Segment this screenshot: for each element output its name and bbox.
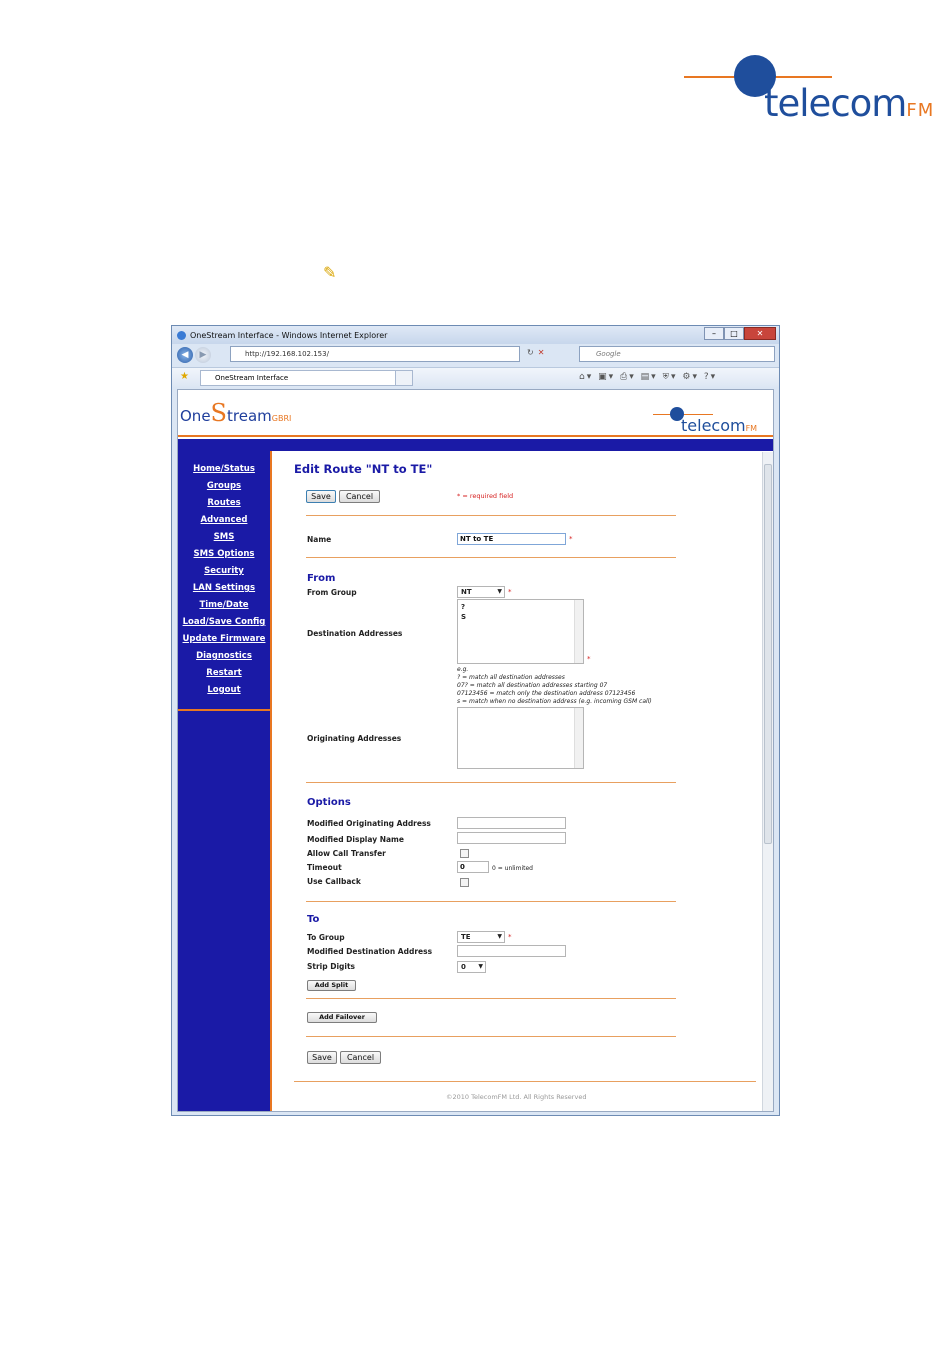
sidebar-link[interactable]: Advanced [200, 515, 248, 525]
sidebar-item-security[interactable] [178, 566, 270, 583]
feeds-icon[interactable]: ▣▾ [598, 372, 616, 382]
sidebar-item-time-date[interactable] [178, 600, 270, 617]
divider [306, 557, 676, 558]
address-tools [527, 348, 548, 357]
save-button-bottom[interactable]: Save [307, 1051, 337, 1064]
dest-addresses-textarea[interactable] [457, 599, 584, 664]
address-bar[interactable]: http://192.168.102.153/ [230, 346, 520, 362]
textarea-scrollbar[interactable] [574, 600, 583, 663]
allow-transfer-label: Allow Call Transfer [307, 849, 386, 858]
sidebar-item-logout[interactable] [178, 685, 270, 702]
to-heading: To [307, 914, 320, 925]
page-title: Edit Route "NT to TE" [294, 462, 433, 476]
cancel-button-bottom[interactable]: Cancel [340, 1051, 381, 1064]
minimize-icon[interactable]: – [704, 327, 724, 340]
strip-digits-label: Strip Digits [307, 962, 356, 971]
home-icon[interactable]: ⌂▾ [579, 372, 594, 382]
sidebar-link[interactable]: Security [204, 566, 244, 576]
sidebar-item-diagnostics[interactable] [178, 651, 270, 668]
pencil-icon: ✎ [323, 263, 337, 282]
timeout-field[interactable]: 0 [457, 861, 489, 873]
header-bar [178, 439, 774, 451]
brand-gbri: GBRI [271, 414, 292, 423]
hint-line: e.g. [457, 666, 469, 673]
tools-icon[interactable]: ⚙▾ [682, 372, 699, 382]
strip-digits-select[interactable] [457, 961, 486, 973]
app-header [178, 390, 774, 437]
favorites-star-icon[interactable]: ★ [180, 371, 189, 382]
back-icon[interactable]: ◀ [177, 347, 193, 363]
window-title: OneStream Interface - Windows Internet Explorer [190, 330, 388, 340]
save-button[interactable]: Save [306, 490, 336, 503]
callback-checkbox[interactable] [460, 878, 469, 887]
from-heading: From [307, 573, 336, 584]
hint-line: 07? = match all destination addresses starting 07 [457, 682, 608, 689]
sidebar-item-routes[interactable] [178, 498, 270, 515]
hint-line: s = match when no destination address (e.g. incoming GSM call) [457, 698, 652, 705]
sidebar-link[interactable]: Home/Status [193, 464, 255, 474]
sidebar [178, 451, 272, 1112]
sidebar-link[interactable]: Time/Date [199, 600, 249, 610]
main-content [276, 451, 764, 1112]
logo-word: telecom [681, 416, 746, 435]
chevron-down-icon: ▼ [497, 933, 502, 940]
sidebar-item-load-save-config[interactable] [178, 617, 270, 634]
sidebar-item-sms[interactable] [178, 532, 270, 549]
sidebar-item-advanced[interactable] [178, 515, 270, 532]
to-group-label: To Group [307, 933, 345, 942]
sidebar-link[interactable]: LAN Settings [192, 583, 256, 593]
page-icon[interactable]: ▤▾ [640, 372, 658, 382]
sidebar-link[interactable]: Restart [206, 668, 242, 678]
print-icon[interactable]: ⎙▾ [620, 372, 636, 382]
from-group-label: From Group [307, 588, 357, 597]
add-failover-button[interactable]: Add Failover [307, 1012, 377, 1023]
allow-transfer-checkbox[interactable] [460, 849, 469, 858]
favorites-bar [172, 367, 779, 387]
brand-s: S [210, 399, 227, 427]
mod-dest-field[interactable] [457, 945, 566, 957]
menu-divider [178, 709, 272, 711]
sidebar-item-restart[interactable] [178, 668, 270, 685]
help-icon[interactable]: ?▾ [703, 372, 718, 382]
sidebar-link[interactable]: SMS [213, 532, 235, 542]
tab-onestream[interactable]: OneStream Interface [200, 370, 396, 386]
footer-copyright: ©2010 TelecomFM Ltd. All Rights Reserved [446, 1093, 587, 1101]
page-viewport [177, 389, 774, 1112]
logo-suffix: FM [745, 424, 758, 433]
hint-line: ? = match all destination addresses [457, 674, 565, 681]
scrollbar-thumb[interactable] [764, 464, 772, 844]
command-bar [579, 372, 717, 382]
mod-display-label: Modified Display Name [307, 835, 404, 844]
divider [306, 515, 676, 516]
textarea-scrollbar[interactable] [574, 708, 583, 768]
to-group-value: TE [461, 933, 471, 941]
sidebar-link[interactable]: Logout [207, 685, 241, 695]
maximize-icon[interactable]: □ [724, 327, 744, 340]
window-controls [704, 327, 776, 340]
dest-line: S [461, 613, 467, 621]
sidebar-item-lan-settings[interactable] [178, 583, 270, 600]
stop-icon[interactable]: ✕ [537, 348, 549, 357]
required-star: * [508, 933, 512, 941]
timeout-label: Timeout [307, 863, 342, 872]
options-heading: Options [307, 797, 351, 808]
ie-icon [177, 331, 186, 340]
sidebar-link[interactable]: Groups [206, 481, 242, 491]
name-field[interactable]: NT to TE [457, 533, 566, 545]
refresh-icon[interactable]: ↻ [527, 348, 538, 357]
sidebar-link[interactable]: Load/Save Config [182, 617, 266, 627]
mod-dest-label: Modified Destination Address [307, 947, 433, 956]
logo-word: telecom [764, 82, 907, 125]
required-star: * [587, 655, 591, 663]
sidebar-item-update-firmware[interactable] [178, 634, 270, 651]
logo-suffix: FM [906, 100, 935, 121]
mod-orig-label: Modified Originating Address [307, 819, 431, 828]
brand-tream: tream [227, 407, 272, 425]
telecomfm-logo [684, 52, 950, 124]
callback-label: Use Callback [307, 877, 361, 886]
sidebar-link[interactable]: SMS Options [193, 549, 255, 559]
mod-orig-field[interactable] [457, 817, 566, 829]
from-group-select[interactable] [457, 586, 505, 598]
to-group-select[interactable] [457, 931, 505, 943]
browser-window [171, 325, 780, 1116]
app-telecomfm-logo [653, 405, 769, 435]
cancel-button[interactable]: Cancel [339, 490, 380, 503]
sidebar-item-sms-options[interactable] [178, 549, 270, 566]
divider [306, 998, 676, 999]
add-split-button[interactable]: Add Split [307, 980, 356, 991]
chevron-down-icon: ▼ [478, 963, 483, 970]
mod-display-field[interactable] [457, 832, 566, 844]
orig-addresses-textarea[interactable] [457, 707, 584, 769]
dest-addresses-label: Destination Addresses [307, 629, 403, 638]
onestream-logo [180, 399, 291, 427]
dest-hint [457, 666, 652, 706]
dest-line: ? [461, 603, 466, 611]
divider [306, 901, 676, 902]
hint-line: 07123456 = match only the destination address 07123456 [457, 690, 636, 697]
sidebar-link[interactable]: Routes [207, 498, 241, 508]
search-input[interactable]: Google [579, 346, 775, 362]
forward-icon[interactable]: ▶ [195, 347, 211, 363]
close-icon[interactable]: ✕ [744, 327, 776, 340]
name-label: Name [307, 535, 332, 544]
from-group-value: NT [461, 588, 472, 596]
orig-addresses-label: Originating Addresses [307, 734, 402, 743]
timeout-hint: 0 = unlimited [492, 865, 533, 872]
sidebar-link[interactable]: Update Firmware [182, 634, 266, 644]
required-star: * [569, 535, 573, 543]
required-note: * = required field [457, 492, 514, 500]
title-bar [172, 326, 779, 344]
new-tab-button[interactable] [395, 370, 413, 386]
strip-digits-value: 0 [461, 963, 466, 971]
chevron-down-icon: ▼ [497, 588, 502, 595]
required-star: * [508, 588, 512, 596]
sidebar-item-home-status[interactable] [178, 464, 270, 481]
footer-divider [294, 1081, 756, 1082]
divider [306, 782, 676, 783]
sidebar-link[interactable]: Diagnostics [196, 651, 252, 661]
page-scrollbar[interactable] [762, 452, 773, 1112]
sidebar-item-groups[interactable] [178, 481, 270, 498]
brand-one: One [180, 407, 211, 425]
divider [306, 1036, 676, 1037]
sidebar-menu [178, 451, 270, 702]
safety-icon[interactable]: ⛨▾ [662, 372, 678, 382]
